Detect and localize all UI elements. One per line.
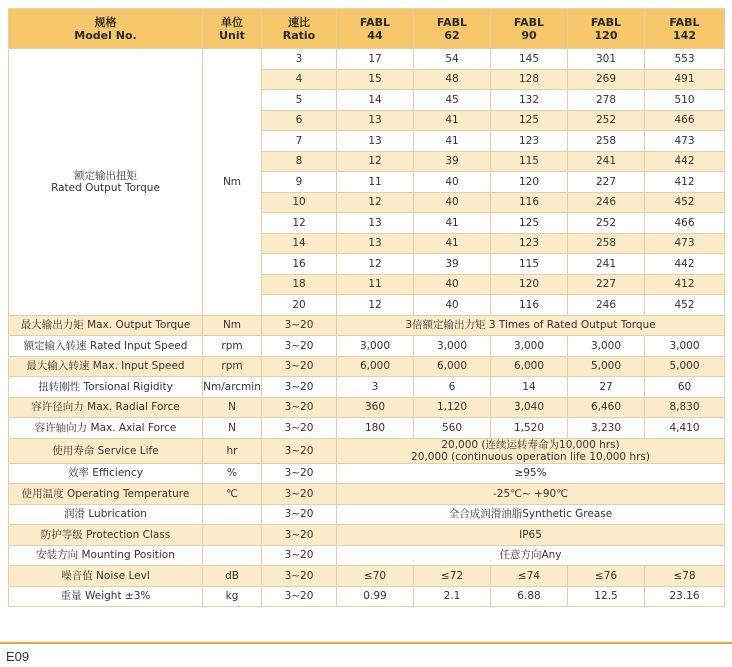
torque-value: 40	[414, 172, 491, 193]
spec-label: 安装方向 Mounting Position	[9, 545, 203, 566]
torque-label: 额定输出扭矩 Rated Output Torque	[9, 49, 203, 316]
row-noise-level	[9, 566, 725, 587]
spec-value: 3,000	[491, 336, 568, 357]
spec-value: 560	[414, 418, 491, 439]
spec-value: 1,520	[491, 418, 568, 439]
torque-value: 258	[568, 233, 645, 254]
torque-value: 125	[491, 213, 568, 234]
spec-value: 6,000	[491, 356, 568, 377]
spec-value: 3,000	[645, 336, 725, 357]
header-unit: 单位 Unit	[203, 9, 262, 49]
spec-value: ≥95%	[337, 463, 725, 484]
torque-ratio: 6	[262, 110, 337, 131]
spec-ratio: 3~20	[262, 418, 337, 439]
torque-value: 452	[645, 192, 725, 213]
spec-value: IP65	[337, 525, 725, 546]
spec-ratio: 3~20	[262, 566, 337, 587]
spec-value: ≤72	[414, 566, 491, 587]
spec-value: ≤70	[337, 566, 414, 587]
spec-value: 全合成润滑油脂Synthetic Grease	[337, 504, 725, 525]
spec-unit: kg	[203, 586, 262, 607]
header-model-2: FABL 62	[414, 9, 491, 49]
torque-value: 466	[645, 110, 725, 131]
spec-value: 1,120	[414, 397, 491, 418]
spec-table	[8, 8, 725, 607]
spec-ratio: 3~20	[262, 463, 337, 484]
row-radial-force	[9, 397, 725, 418]
torque-value: 15	[337, 69, 414, 90]
header-model: 规格 Model No.	[9, 9, 203, 49]
spec-label: 使用温度 Operating Temperature	[9, 484, 203, 505]
spec-value: 3,000	[414, 336, 491, 357]
header-model-1: FABL 44	[337, 9, 414, 49]
torque-value: 269	[568, 69, 645, 90]
spec-ratio: 3~20	[262, 336, 337, 357]
spec-value: 3,000	[337, 336, 414, 357]
torque-ratio: 10	[262, 192, 337, 213]
torque-value: 227	[568, 172, 645, 193]
spec-value: 6.88	[491, 586, 568, 607]
torque-value: 40	[414, 295, 491, 316]
torque-value: 12	[337, 254, 414, 275]
spec-ratio: 3~20	[262, 356, 337, 377]
row-axial-force	[9, 418, 725, 439]
spec-unit: Nm/arcmin	[203, 377, 262, 398]
torque-value: 115	[491, 254, 568, 275]
spec-ratio: 3~20	[262, 377, 337, 398]
torque-ratio: 9	[262, 172, 337, 193]
spec-ratio: 3~20	[262, 315, 337, 336]
torque-value: 125	[491, 110, 568, 131]
spec-unit: dB	[203, 566, 262, 587]
torque-value: 116	[491, 295, 568, 316]
spec-unit	[203, 525, 262, 546]
row-efficiency	[9, 463, 725, 484]
torque-ratio: 20	[262, 295, 337, 316]
spec-ratio: 3~20	[262, 397, 337, 418]
torque-ratio: 3	[262, 49, 337, 70]
spec-label: 容许径向力 Max. Radial Force	[9, 397, 203, 418]
torque-value: 241	[568, 254, 645, 275]
row-operating-temperature	[9, 484, 725, 505]
spec-value: 6,000	[337, 356, 414, 377]
torque-value: 40	[414, 192, 491, 213]
torque-ratio: 5	[262, 90, 337, 111]
torque-value: 123	[491, 233, 568, 254]
torque-ratio: 18	[262, 274, 337, 295]
spec-value: 14	[491, 377, 568, 398]
row-protection-class	[9, 525, 725, 546]
spec-value: ≤76	[568, 566, 645, 587]
torque-value: 553	[645, 49, 725, 70]
row-service-life	[9, 438, 725, 463]
torque-unit: Nm	[203, 49, 262, 316]
spec-value: 23.16	[645, 586, 725, 607]
spec-value: 27	[568, 377, 645, 398]
spec-value: 360	[337, 397, 414, 418]
torque-value: 412	[645, 172, 725, 193]
spec-unit: N	[203, 397, 262, 418]
spec-unit	[203, 545, 262, 566]
torque-value: 442	[645, 254, 725, 275]
torque-value: 120	[491, 274, 568, 295]
row-weight	[9, 586, 725, 607]
torque-value: 13	[337, 213, 414, 234]
spec-unit: N	[203, 418, 262, 439]
spec-value: 3	[337, 377, 414, 398]
spec-label: 额定输入转速 Rated Input Speed	[9, 336, 203, 357]
torque-value: 412	[645, 274, 725, 295]
torque-value: 473	[645, 131, 725, 152]
spec-ratio: 3~20	[262, 525, 337, 546]
torque-value: 41	[414, 131, 491, 152]
spec-unit: hr	[203, 438, 262, 463]
torque-value: 40	[414, 274, 491, 295]
spec-value: 60	[645, 377, 725, 398]
torque-value: 12	[337, 295, 414, 316]
torque-value: 48	[414, 69, 491, 90]
torque-value: 452	[645, 295, 725, 316]
spec-label: 噪音值 Noise Levl	[9, 566, 203, 587]
torque-value: 128	[491, 69, 568, 90]
spec-label: 防护等级 Protection Class	[9, 525, 203, 546]
spec-value: 2.1	[414, 586, 491, 607]
spec-label: 效率 Efficiency	[9, 463, 203, 484]
spec-unit: rpm	[203, 356, 262, 377]
header-model-5: FABL 142	[645, 9, 725, 49]
page-number: E09	[6, 649, 30, 664]
torque-value: 11	[337, 274, 414, 295]
torque-ratio: 14	[262, 233, 337, 254]
header-model-4: FABL 120	[568, 9, 645, 49]
spec-label: 容许轴向力 Max. Axial Force	[9, 418, 203, 439]
footer-rule	[0, 642, 732, 644]
spec-value: 5,000	[568, 356, 645, 377]
torque-value: 246	[568, 192, 645, 213]
spec-value: 6,000	[414, 356, 491, 377]
torque-value: 132	[491, 90, 568, 111]
spec-ratio: 3~20	[262, 504, 337, 525]
torque-value: 12	[337, 192, 414, 213]
spec-unit: Nm	[203, 315, 262, 336]
spec-label: 润滑 Lubrication	[9, 504, 203, 525]
spec-label: 使用寿命 Service Life	[9, 438, 203, 463]
spec-value: 180	[337, 418, 414, 439]
torque-value: 41	[414, 213, 491, 234]
torque-row	[9, 49, 725, 70]
spec-ratio: 3~20	[262, 545, 337, 566]
spec-value: 3倍额定输出力矩 3 Times of Rated Output Torque	[337, 315, 725, 336]
torque-value: 13	[337, 131, 414, 152]
torque-value: 14	[337, 90, 414, 111]
spec-value: 0.99	[337, 586, 414, 607]
torque-value: 252	[568, 110, 645, 131]
torque-value: 246	[568, 295, 645, 316]
spec-value: -25℃~ +90℃	[337, 484, 725, 505]
spec-unit	[203, 504, 262, 525]
row-mounting-position	[9, 545, 725, 566]
torque-value: 466	[645, 213, 725, 234]
torque-value: 227	[568, 274, 645, 295]
row-rated-input-speed	[9, 336, 725, 357]
torque-value: 54	[414, 49, 491, 70]
torque-value: 252	[568, 213, 645, 234]
spec-value: ≤74	[491, 566, 568, 587]
spec-value: 5,000	[645, 356, 725, 377]
torque-ratio: 16	[262, 254, 337, 275]
torque-ratio: 7	[262, 131, 337, 152]
torque-value: 17	[337, 49, 414, 70]
spec-value: 12.5	[568, 586, 645, 607]
spec-unit: ℃	[203, 484, 262, 505]
torque-value: 39	[414, 254, 491, 275]
torque-ratio: 12	[262, 213, 337, 234]
spec-value: ≤78	[645, 566, 725, 587]
row-torsional-rigidity	[9, 377, 725, 398]
row-max-input-speed	[9, 356, 725, 377]
torque-value: 473	[645, 233, 725, 254]
spec-label: 重量 Weight ±3%	[9, 586, 203, 607]
torque-ratio: 8	[262, 151, 337, 172]
spec-label: 最大输出力矩 Max. Output Torque	[9, 315, 203, 336]
torque-value: 13	[337, 233, 414, 254]
torque-value: 123	[491, 131, 568, 152]
torque-value: 491	[645, 69, 725, 90]
header-model-3: FABL 90	[491, 9, 568, 49]
torque-value: 258	[568, 131, 645, 152]
spec-value: 任意方向Any	[337, 545, 725, 566]
spec-value: 6	[414, 377, 491, 398]
torque-value: 241	[568, 151, 645, 172]
spec-value: 3,230	[568, 418, 645, 439]
torque-value: 39	[414, 151, 491, 172]
spec-ratio: 3~20	[262, 484, 337, 505]
spec-label: 最大输入转速 Max. Input Speed	[9, 356, 203, 377]
spec-value: 4,410	[645, 418, 725, 439]
torque-value: 12	[337, 151, 414, 172]
torque-value: 41	[414, 110, 491, 131]
torque-value: 301	[568, 49, 645, 70]
torque-value: 45	[414, 90, 491, 111]
torque-value: 442	[645, 151, 725, 172]
torque-value: 510	[645, 90, 725, 111]
spec-unit: rpm	[203, 336, 262, 357]
spec-value: 20,000 (连续运转寿命为10,000 hrs) 20,000 (continuous operation life 10,000 hrs)	[337, 438, 725, 463]
spec-value: 3,040	[491, 397, 568, 418]
spec-ratio: 3~20	[262, 586, 337, 607]
torque-value: 115	[491, 151, 568, 172]
torque-value: 278	[568, 90, 645, 111]
torque-value: 145	[491, 49, 568, 70]
header-ratio: 速比 Ratio	[262, 9, 337, 49]
header-row	[9, 9, 725, 49]
spec-ratio: 3~20	[262, 438, 337, 463]
torque-value: 116	[491, 192, 568, 213]
spec-value: 3,000	[568, 336, 645, 357]
row-lubrication	[9, 504, 725, 525]
spec-label: 扭转刚性 Torsional Rigidity	[9, 377, 203, 398]
spec-value: 8,830	[645, 397, 725, 418]
spec-value: 6,460	[568, 397, 645, 418]
torque-value: 120	[491, 172, 568, 193]
spec-unit: %	[203, 463, 262, 484]
torque-ratio: 4	[262, 69, 337, 90]
torque-value: 11	[337, 172, 414, 193]
spec-body	[9, 49, 725, 607]
torque-value: 13	[337, 110, 414, 131]
row-max-output-torque	[9, 315, 725, 336]
torque-value: 41	[414, 233, 491, 254]
